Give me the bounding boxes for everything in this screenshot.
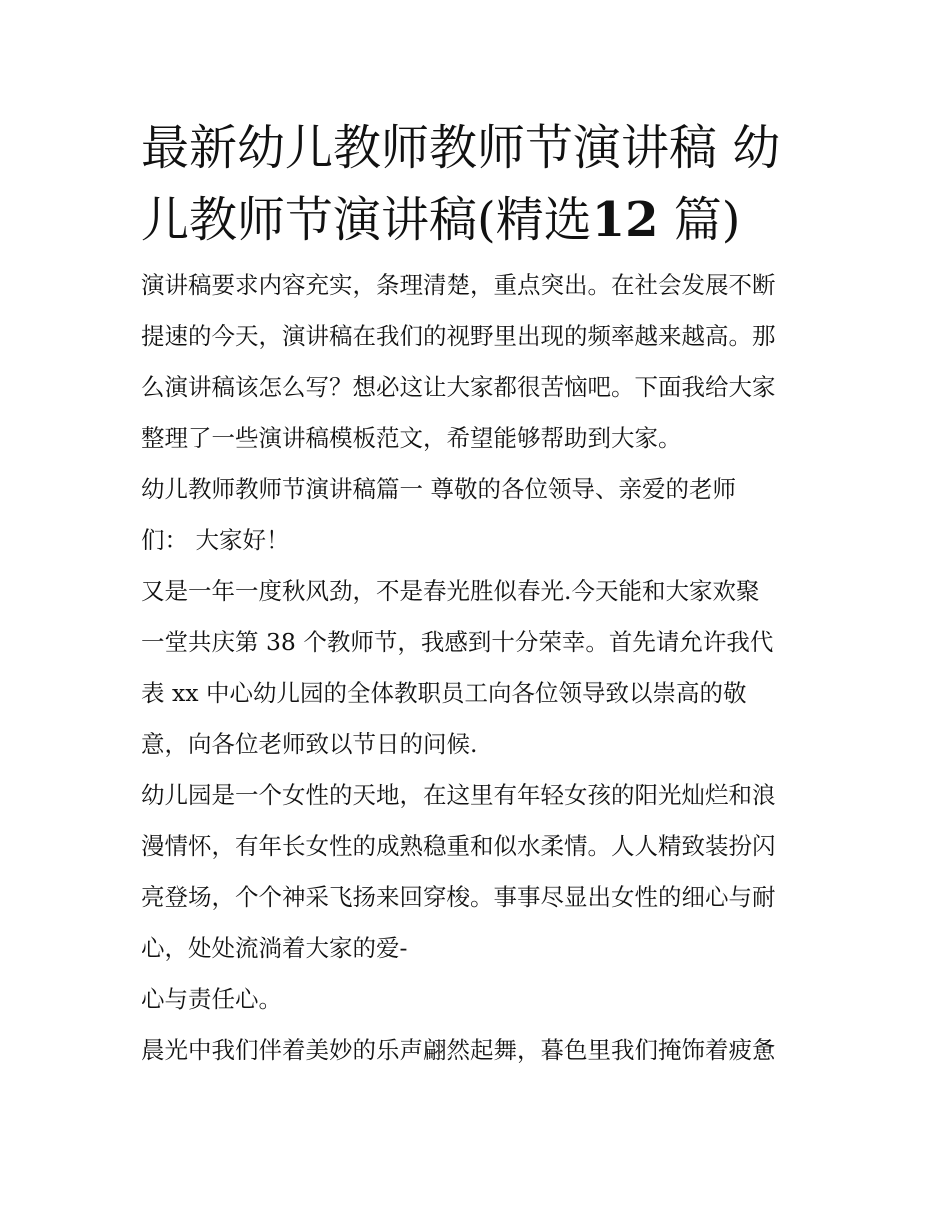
document-title [141, 112, 821, 256]
body-line: 心与责任心。 [141, 985, 282, 1013]
body-line: 又是一年一度秋风劲，不是春光胜似春光.今天能和大家欢聚 [141, 577, 760, 605]
body-line: 意，向各位老师致以节日的问候. [141, 730, 478, 758]
body-line: 演讲稿要求内容充实，条理清楚，重点突出。在社会发展不断 [141, 271, 776, 299]
title-number: 12 [591, 192, 659, 248]
title-line-2: 儿教师节演讲稿(精选 [141, 192, 592, 248]
body-line: 亮登场，个个神采飞扬来回穿梭。事事尽显出女性的细心与耐 [141, 883, 776, 911]
body-line: 一堂共庆第 38 个教师节，我感到十分荣幸。首先请允许我代 [141, 628, 774, 656]
body-line: 整理了一些演讲稿模板范文，希望能够帮助到大家。 [141, 424, 682, 452]
title-line-2-end: 篇) [673, 192, 741, 248]
body-line: 晨光中我们伴着美妙的乐声翩然起舞，暮色里我们掩饰着疲惫 [141, 1036, 776, 1064]
body-line: 幼儿教师教师节演讲稿篇一 尊敬的各位领导、亲爱的老师 [141, 475, 736, 503]
body-line: 幼儿园是一个女性的天地，在这里有年轻女孩的阳光灿烂和浪 [141, 781, 776, 809]
title-line-1: 最新幼儿教师教师节演讲稿 幼 [141, 120, 781, 176]
body-line: 表 xx 中心幼儿园的全体教职员工向各位领导致以崇高的敬 [141, 679, 747, 707]
body-line: 漫情怀，有年长女性的成熟稳重和似水柔情。人人精致装扮闪 [141, 832, 776, 860]
body-line: 提速的今天，演讲稿在我们的视野里出现的频率越来越高。那 [141, 322, 776, 350]
body-line: 们： 大家好！ [141, 526, 290, 554]
body-line: 心，处处流淌着大家的爱- [141, 934, 408, 962]
body-line: 么演讲稿该怎么写？想必这让大家都很苦恼吧。下面我给大家 [141, 373, 776, 401]
document-content [141, 112, 821, 1076]
